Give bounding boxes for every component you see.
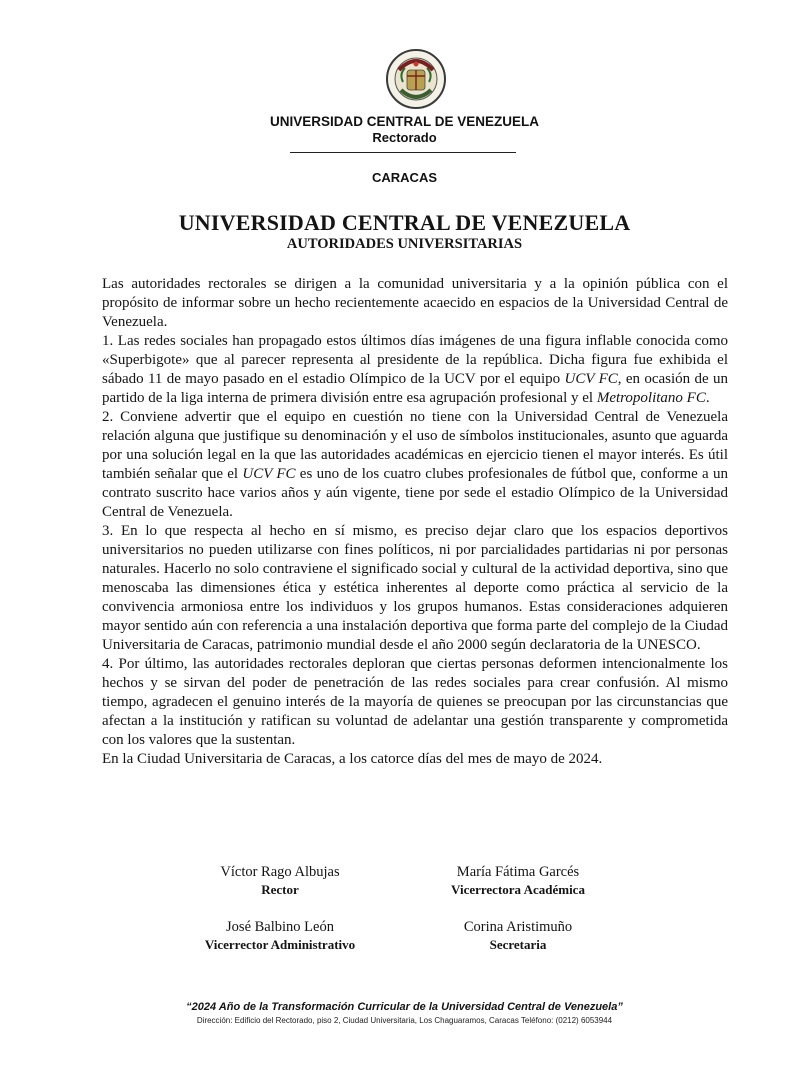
- document-subtitle: AUTORIDADES UNIVERSITARIAS: [286, 236, 523, 252]
- paragraph-1-text-c: .: [705, 390, 710, 406]
- letterhead-office: Rectorado: [372, 130, 437, 145]
- footer-motto: “2024 Año de la Transformación Curricular de la Universidad Central de Venezuela”: [186, 1001, 623, 1013]
- paragraph-1-text-a: 1. Las redes sociales han propagado estos últimos días imágenes de una figura inflable conocida como «Superbigote» que al parecer representa al presidente de la república. Dicha figura fue exhibida el sábado 11 de mayo pasado en el estadio Olímpico de la UCV por el equipo: [102, 333, 728, 387]
- document-title: UNIVERSIDAD CENTRAL DE VENEZUELA: [178, 210, 631, 235]
- paragraph-1: [102, 332, 728, 408]
- footer-address: Dirección: Edificio del Rectorado, piso 2, Ciudad Universitaria, Los Chaguaramos, Caracas Teléfono: (0212) 6053944: [196, 1016, 613, 1025]
- intro-paragraph: Las autoridades rectorales se dirigen a la comunidad universitaria y a la opinión pública con el propósito de informar sobre un hecho recientemente acaecido en espacios de la Universidad Central de Venezuela.: [102, 276, 728, 330]
- paragraph-2-text-a: 2. Conviene advertir que el equipo en cuestión no tiene con la Universidad Central de Venezuela relación alguna que justifique su denominación y el uso de símbolos institucionales, asunto que aguarda por una solución legal en la que las autoridades académicas en ejercicio tienen el mayor interés. Es útil también señalar que el: [102, 409, 728, 482]
- signatory-role: Vicerrectora Académica: [451, 882, 585, 897]
- signatory-name: Víctor Rago Albujas: [220, 864, 340, 880]
- letterhead-institution: UNIVERSIDAD CENTRAL DE VENEZUELA: [269, 114, 540, 129]
- signatory-role: Rector: [261, 882, 299, 897]
- team-name-emphasis: UCV FC: [564, 371, 618, 387]
- signatory-name: José Balbino León: [226, 919, 334, 935]
- signatory-role: Secretaria: [489, 937, 547, 952]
- paragraph-4: 4. Por último, las autoridades rectorales deploran que ciertas personas deformen intencionalmente los hechos y se sirvan del poder de penetración de las redes sociales para crear confusión. Al mismo tiempo, agradecen el genuino interés de la mayoría de quienes se preocupan por las circunstancias que afectan a la institución y ratifican su voluntad de adelantar una gestión transparente y comprometida con los valores que la sustentan.: [102, 656, 728, 748]
- signatory-role: Vicerrector Administrativo: [204, 937, 356, 952]
- signature-block-vicerrectora-academica: [403, 863, 633, 898]
- paragraph-1-text-b: , en ocasión de un partido de la liga interna de primera división entre esa agrupación profesional y el: [102, 371, 728, 406]
- signature-block-vicerrector-administrativo: [165, 918, 395, 953]
- team-name-emphasis: UCV FC: [242, 466, 296, 482]
- signature-block-secretaria: [403, 918, 633, 953]
- letterhead-city: CARACAS: [372, 170, 437, 185]
- signatory-name: María Fátima Garcés: [456, 864, 580, 880]
- letterhead-divider: [290, 152, 516, 153]
- university-seal-logo: [385, 46, 447, 112]
- paragraph-2: [102, 408, 728, 522]
- signature-block-rector: [165, 863, 395, 898]
- paragraph-3: 3. En lo que respecta al hecho en sí mismo, es preciso dejar claro que los espacios deportivos universitarios no pueden utilizarse con fines políticos, ni por parcialidades partidarias ni por personas naturales. Hacerlo no solo contraviene el significado social y cultural de la actividad deportiva, sino que menoscaba las dimensiones ética y estética inherentes al deporte como práctica al servicio de la convivencia armoniosa entre los individuos y los grupos humanos. Estas consideraciones adquieren mayor sentido aún con referencia a una instalación deportiva que forma parte del complejo de la Ciudad Universitaria de Caracas, patrimonio mundial desde el año 2000 según declaratoria de la UNESCO.: [102, 523, 728, 653]
- rival-team-emphasis: Metropolitano FC: [596, 390, 706, 406]
- closing-line: En la Ciudad Universitaria de Caracas, a los catorce días del mes de mayo de 2024.: [102, 751, 603, 767]
- paragraph-2-text-b: es uno de los cuatro clubes profesionales de fútbol que, conforme a un contrato suscrito hace varios años y aún vigente, tiene por sede el estadio Olímpico de la Universidad Central de Venezuela.: [102, 466, 728, 520]
- signatory-name: Corina Aristimuño: [463, 919, 573, 935]
- statement-body: [102, 275, 728, 769]
